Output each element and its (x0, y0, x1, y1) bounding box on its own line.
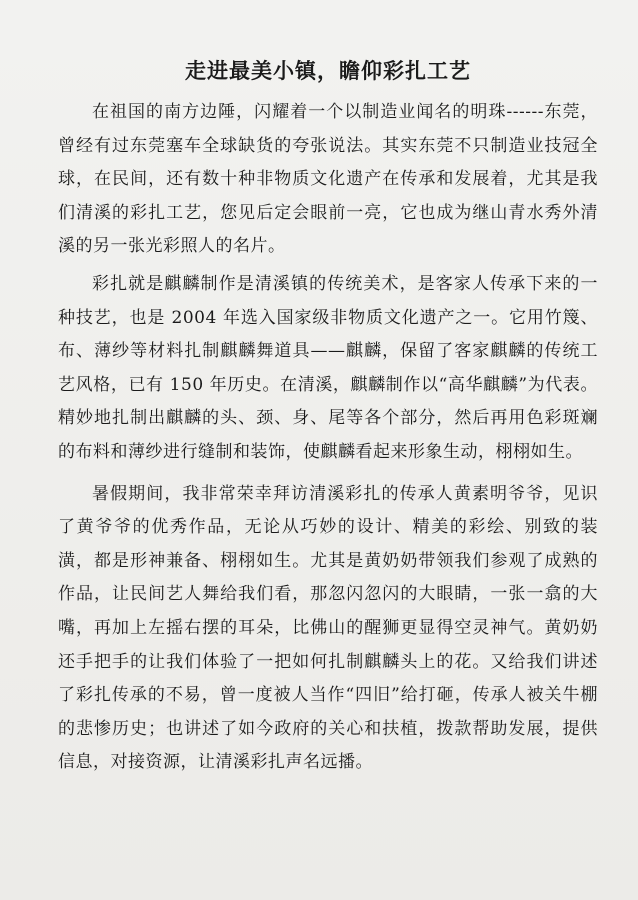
paragraph-caizha: 彩扎就是麒麟制作是清溪镇的传统美术，是客家人传承下来的一种技艺，也是 2004 年选入国家级非物质文化遗产之一。它用竹篾、布、薄纱等材料扎制麒麟舞道具——麒麟，保留了客家麒麟的传统工艺风格，已有 150 年历史。在清溪，麒麟制作以“高华麒麟”为代表。精妙地扎制出麒麟的头、颈、身、尾等各个部分，然后再用色彩斑斓的布料和薄纱进行缝制和装饰，使麒麟看起来形象生动，栩栩如生。 (58, 273, 598, 462)
page-title: 走进最美小镇，瞻仰彩扎工艺 (185, 58, 471, 83)
paragraph-visit: 暑假期间，我非常荣幸拜访清溪彩扎的传承人黄素明爷爷，见识了黄爷爷的优秀作品，无论从巧妙的设计、精美的彩绘、别致的装潢，都是形神兼备、栩栩如生。尤其是黄奶奶带领我们参观了成熟的作品，让民间艺人舞给我们看，那忽闪忽闪的大眼睛，一张一翕的大嘴，再加上左摇右摆的耳朵，比佛山的醒狮更显得空灵神气。黄奶奶还手把手的让我们体验了一把如何扎制麒麟头上的花。又给我们讲述了彩扎传承的不易，曾一度被人当作“四旧”给打砸，传承人被关牛棚的悲惨历史；也讲述了如今政府的关心和扶植，拨款帮助发展，提供信息，对接资源，让清溪彩扎声名远播。 (58, 483, 598, 773)
paragraph-intro: 在祖国的南方边陲，闪耀着一个以制造业闻名的明珠------东莞，曾经有过东莞塞车全球缺货的夸张说法。其实东莞不只制造业技冠全球，在民间，还有数十种非物质文化遗产在传承和发展着，尤其是我们清溪的彩扎工艺，您见后定会眼前一亮，它也成为继山青水秀外清溪的另一张光彩照人的名片。 (58, 102, 598, 257)
